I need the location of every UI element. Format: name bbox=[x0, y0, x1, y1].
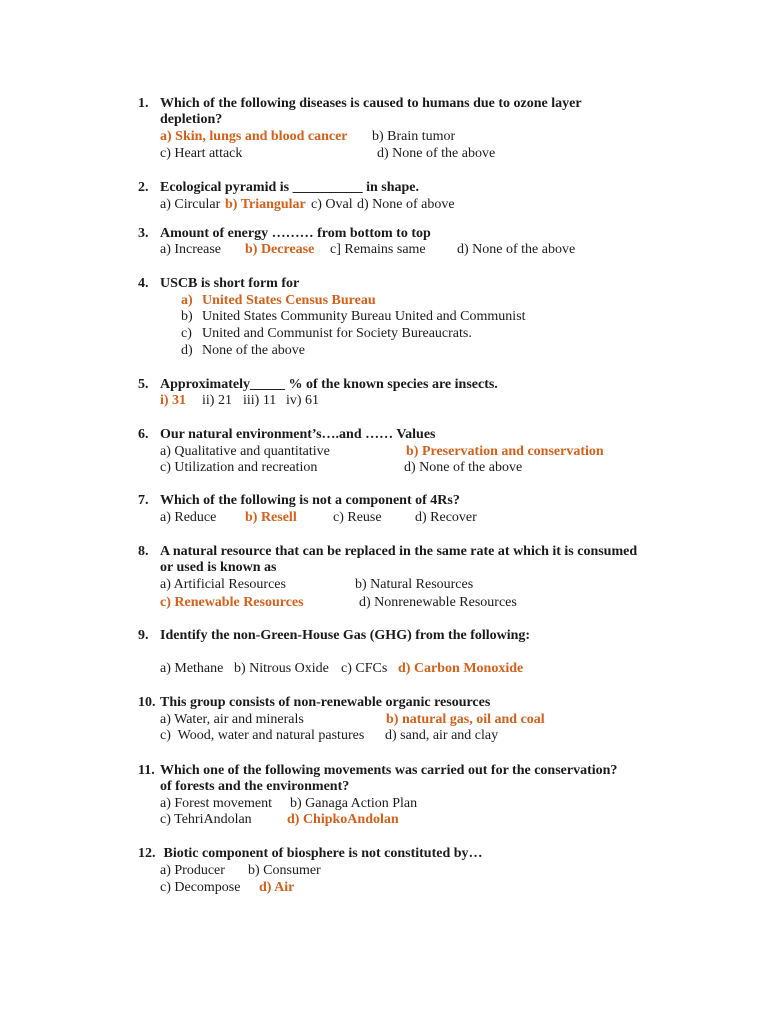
question-text: Our natural environment’s….and …… Values bbox=[160, 427, 436, 442]
option-correct: d) ChipkoAndolan bbox=[287, 812, 399, 827]
question-text: Identify the non-Green-House Gas (GHG) from the following: bbox=[160, 628, 531, 643]
option: a) Circular bbox=[160, 197, 221, 212]
question-text: Amount of energy ……… from bottom to top bbox=[160, 226, 431, 241]
question-number: 6. bbox=[138, 427, 149, 442]
question-number: 7. bbox=[138, 493, 149, 508]
question-text: Ecological pyramid is __________ in shape. bbox=[160, 180, 420, 195]
option-correct: d) Air bbox=[259, 880, 295, 895]
option: a) Increase bbox=[160, 242, 222, 257]
question-text: Which one of the following movements was carried out for the conservation? bbox=[160, 763, 618, 778]
question-number: 8. bbox=[138, 544, 149, 559]
option-correct: United States Census Bureau bbox=[202, 293, 376, 308]
option-correct: b) natural gas, oil and coal bbox=[386, 712, 545, 727]
option: c) Decompose bbox=[160, 880, 241, 895]
option: c) CFCs bbox=[341, 661, 388, 676]
option: c] Remains same bbox=[330, 242, 426, 257]
question-text: Approximately_____ % of the known species are insects. bbox=[160, 377, 498, 392]
option: a) Methane bbox=[160, 661, 224, 676]
question-text: of forests and the environment? bbox=[160, 779, 350, 794]
option-letter: d) bbox=[181, 343, 193, 358]
question-number: 4. bbox=[138, 276, 149, 291]
option-correct: b) Resell bbox=[245, 510, 297, 525]
option-letter: b) bbox=[181, 309, 193, 324]
option: d) None of the above bbox=[404, 460, 523, 475]
option-correct: c) Renewable Resources bbox=[160, 595, 304, 610]
option: c) Oval bbox=[311, 197, 353, 212]
option: b) Natural Resources bbox=[355, 577, 474, 592]
option: d) None of the above bbox=[377, 146, 496, 161]
option: d) None of the above bbox=[457, 242, 576, 257]
question-number: 9. bbox=[138, 628, 149, 643]
option: c) TehriAndolan bbox=[160, 812, 252, 827]
question-number: 1. bbox=[138, 96, 149, 111]
question-number: 11. bbox=[138, 763, 155, 778]
option: c) Heart attack bbox=[160, 146, 243, 161]
option: a) Reduce bbox=[160, 510, 217, 525]
option: b) Ganaga Action Plan bbox=[290, 796, 418, 811]
question-number: 5. bbox=[138, 377, 149, 392]
option: iii) 11 bbox=[243, 393, 277, 408]
option: b) Nitrous Oxide bbox=[234, 661, 329, 676]
option-correct: b) Preservation and conservation bbox=[406, 444, 604, 459]
question-text: USCB is short form for bbox=[160, 276, 300, 291]
option-correct: i) 31 bbox=[160, 393, 187, 408]
option: c) Utilization and recreation bbox=[160, 460, 318, 475]
option: c) Wood, water and natural pastures bbox=[160, 728, 365, 743]
option: None of the above bbox=[202, 343, 306, 358]
option-correct: b) Triangular bbox=[225, 197, 306, 212]
question-text: Which of the following is not a component of 4Rs? bbox=[160, 493, 460, 508]
option: d) Nonrenewable Resources bbox=[359, 595, 517, 610]
option: a) Artificial Resources bbox=[160, 577, 286, 592]
option: d) sand, air and clay bbox=[385, 728, 499, 743]
option-letter: c) bbox=[181, 326, 192, 341]
option: iv) 61 bbox=[286, 393, 320, 408]
option-correct: d) Carbon Monoxide bbox=[398, 661, 524, 676]
option: United and Communist for Society Bureaucrats. bbox=[202, 326, 472, 341]
question-text: or used is known as bbox=[160, 560, 277, 575]
question-text: This group consists of non-renewable organic resources bbox=[160, 695, 491, 710]
option: c) Reuse bbox=[333, 510, 382, 525]
question-number: 12. bbox=[138, 846, 156, 861]
question-text: Biotic component of biosphere is not constituted by… bbox=[160, 846, 483, 861]
option: ii) 21 bbox=[202, 393, 232, 408]
question-number: 10. bbox=[138, 695, 156, 710]
option: United States Community Bureau United and Communist bbox=[202, 309, 526, 324]
option: a) Water, air and minerals bbox=[160, 712, 304, 727]
question-number: 3. bbox=[138, 226, 149, 241]
option: a) Qualitative and quantitative bbox=[160, 444, 330, 459]
option-correct: a) Skin, lungs and blood cancer bbox=[160, 129, 348, 144]
question-text: Which of the following diseases is caused to humans due to ozone layer bbox=[160, 96, 582, 111]
question-number: 2. bbox=[138, 180, 149, 195]
option: b) Brain tumor bbox=[372, 129, 456, 144]
question-text: A natural resource that can be replaced in the same rate at which it is consumed bbox=[160, 544, 638, 559]
option: a) Forest movement bbox=[160, 796, 272, 811]
option: d) None of above bbox=[357, 197, 455, 212]
option-correct: b) Decrease bbox=[245, 242, 315, 257]
option: b) Consumer bbox=[248, 863, 321, 878]
option: d) Recover bbox=[415, 510, 477, 525]
question-text: depletion? bbox=[160, 112, 223, 127]
option-letter-correct: a) bbox=[181, 293, 193, 308]
option: a) Producer bbox=[160, 863, 225, 878]
